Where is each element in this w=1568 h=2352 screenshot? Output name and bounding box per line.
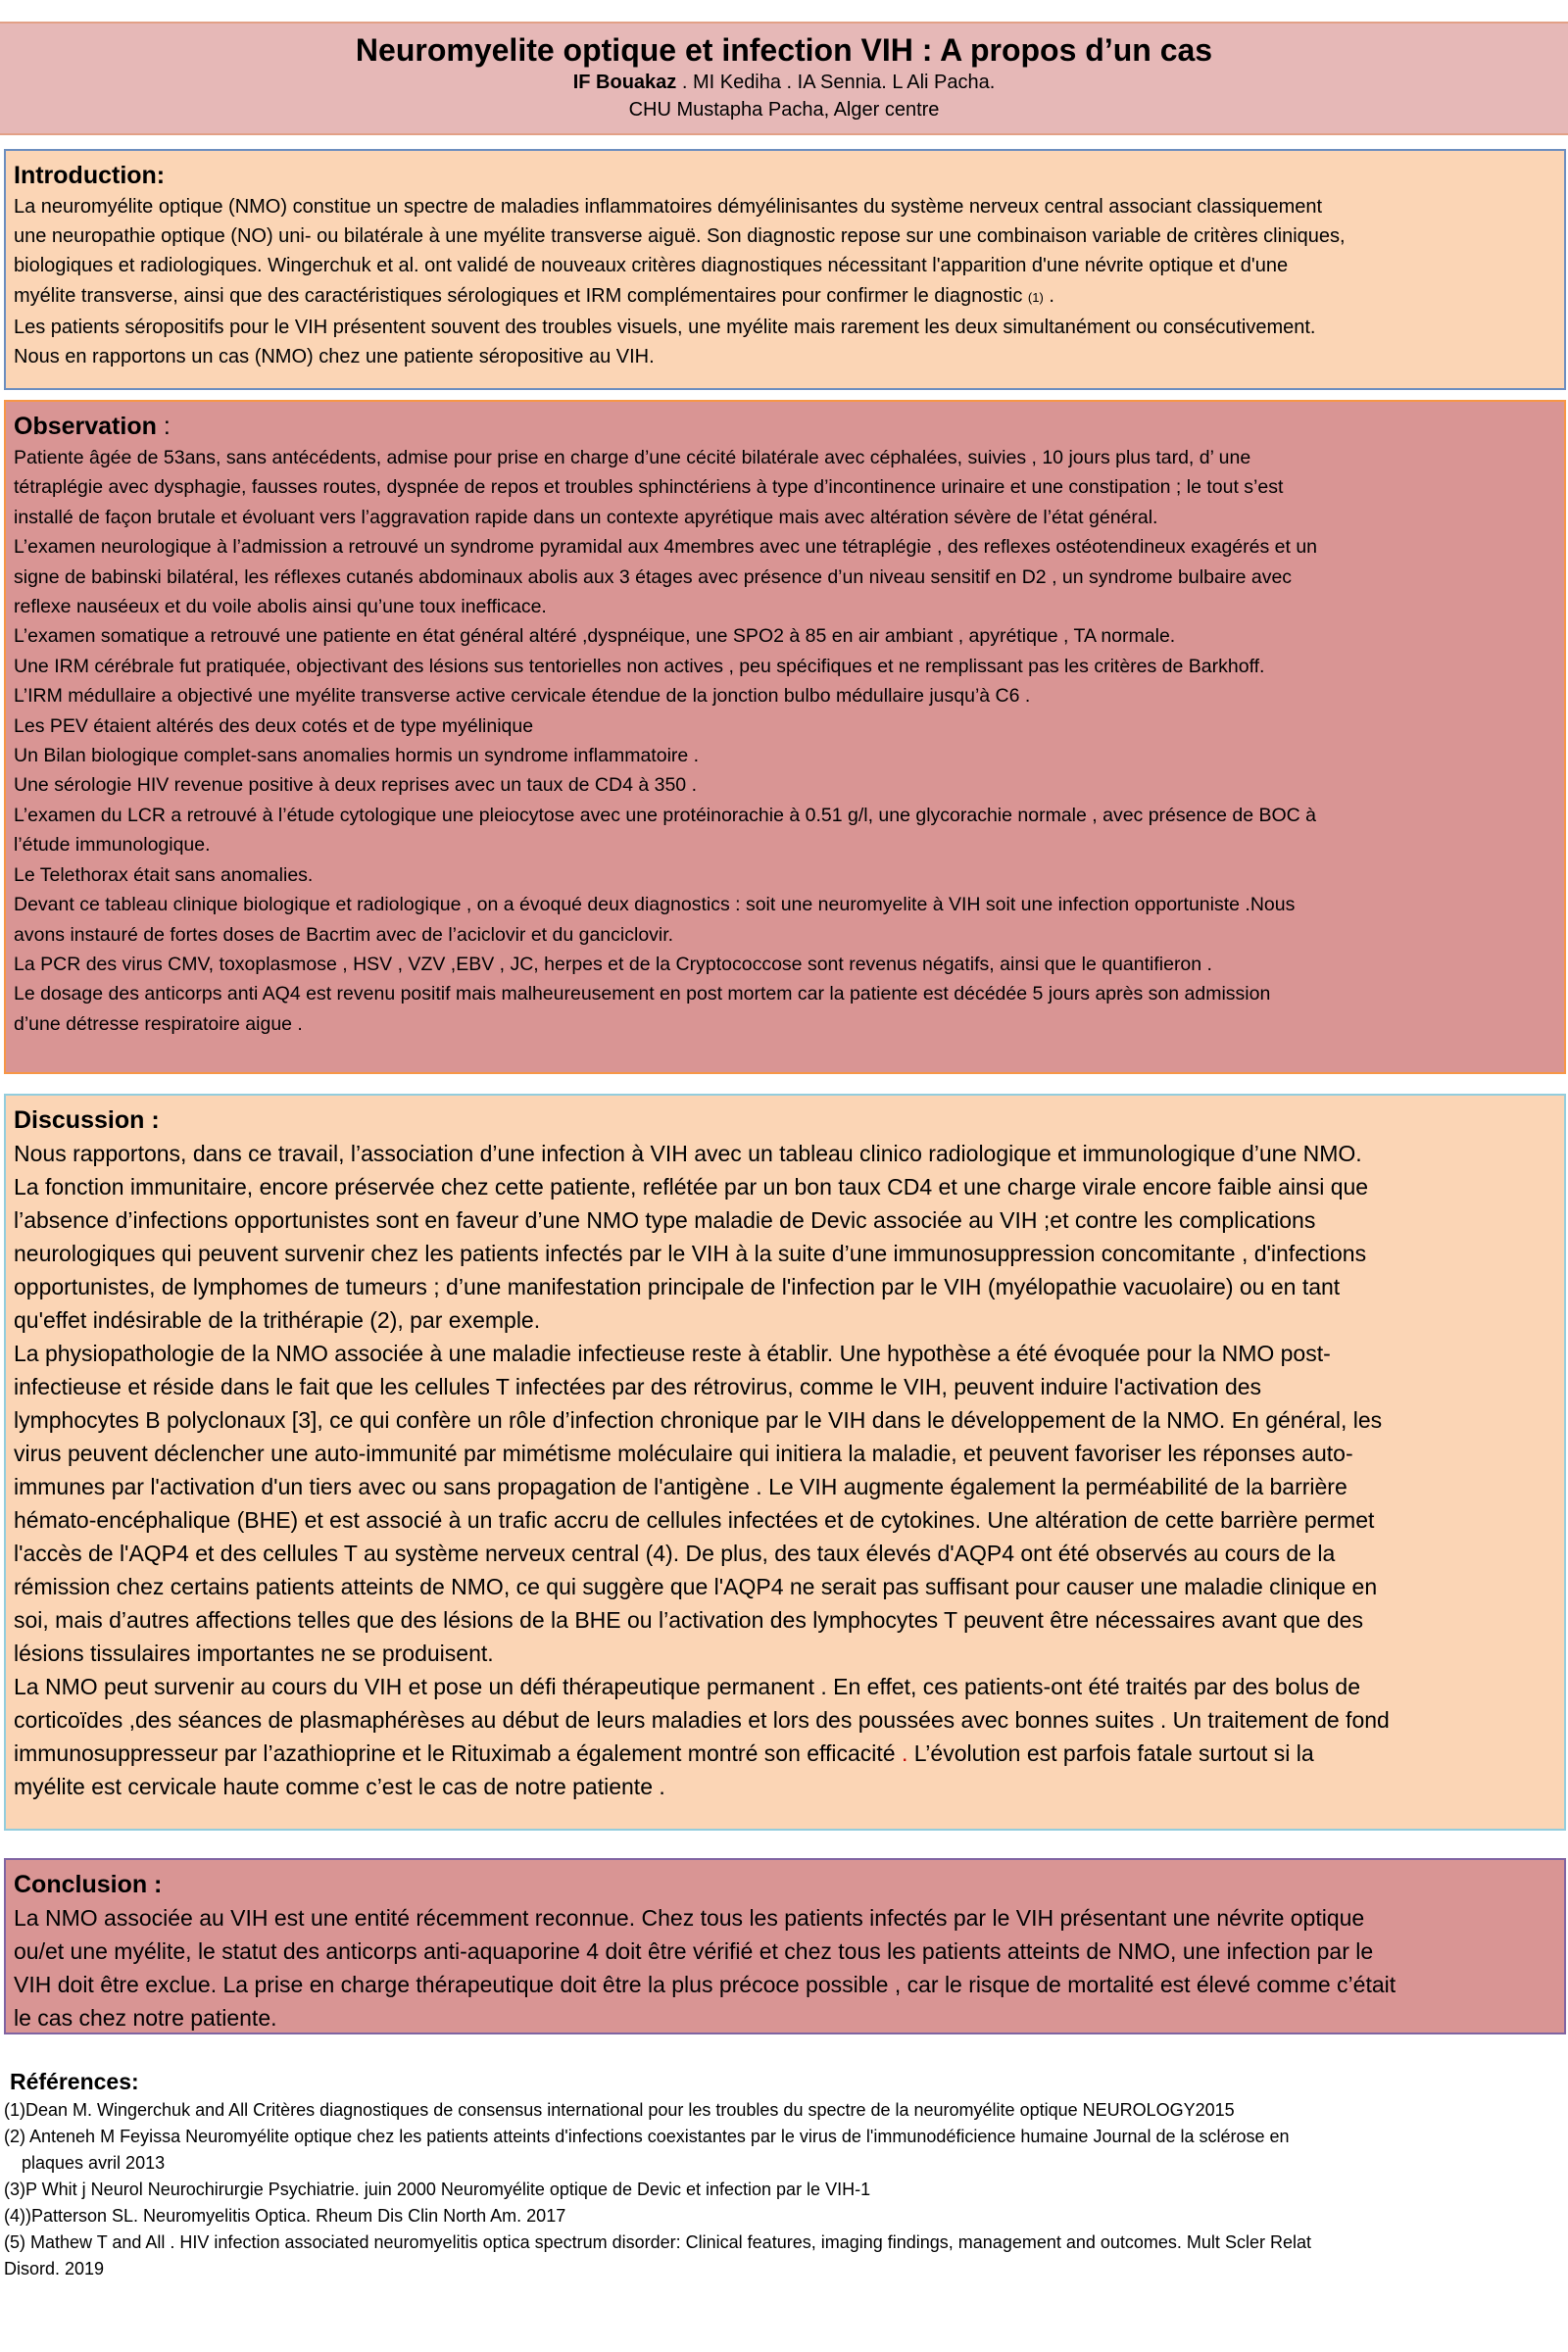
discussion-line: virus peuvent déclencher une auto-immunité par mimétisme moléculaire qui initiera la maladie, et peuvent favoriser les réponses auto- <box>14 1441 1353 1466</box>
observation-line: L’examen neurologique à l’admission a retrouvé un syndrome pyramidal aux 4membres avec une tétraplégie , des reflexes ostéotendineux exagérés et un <box>14 536 1318 559</box>
reference-item: (4))Patterson SL. Neuromyelitis Optica. Rheum Dis Clin North Am. 2017 <box>4 2206 566 2226</box>
discussion-line: l'accès de l'AQP4 et des cellules T au système nerveux central (4). De plus, des taux élevés d'AQP4 ont été observés au cours de la <box>14 1541 1336 1566</box>
discussion-line: infectieuse et réside dans le fait que les cellules T infectées par des rétrovirus, comme le VIH, peuvent induire l'activation des <box>14 1374 1262 1399</box>
observation-line: Le Telethorax était sans anomalies. <box>14 863 314 886</box>
observation-line: signe de babinski bilatéral, les réflexes cutanés abdominaux abolis aux 3 étages avec présence d’un niveau sensitif en D2 , un syndrome bulbaire avec <box>14 565 1293 588</box>
observation-line: avons instauré de fortes doses de Bacrtim avec de l’aciclovir et du ganciclovir. <box>14 923 674 946</box>
references-section <box>4 2066 1566 2282</box>
discussion-line-text: immunosuppresseur par l’azathioprine et le Rituximab a également montré son efficacité <box>14 1740 902 1766</box>
observation-line: Le dosage des anticorps anti AQ4 est revenu positif mais malheureusement en post mortem car la patiente est décédée 5 jours après son admission <box>14 983 1271 1005</box>
introduction-line: une neuropathie optique (NO) uni- ou bilatérale à une myélite transverse aiguë. Son diagnostic repose sur une combinaison variable de critères cliniques, <box>14 225 1346 248</box>
affiliation: CHU Mustapha Pacha, Alger centre <box>628 99 940 121</box>
red-period: . <box>901 1740 908 1766</box>
introduction-line-text: myélite transverse, ainsi que des caractéristiques sérologiques et IRM complémentaires pour confirmer le diagnostic <box>14 284 1028 307</box>
citation-marker: (1) <box>1027 289 1044 305</box>
discussion-line: neurologiques qui peuvent survenir chez les patients infectés par le VIH à la suite d’une immunosuppression concomitante , d'infections <box>14 1241 1367 1266</box>
discussion-line <box>14 1737 1556 1770</box>
discussion-line: l’absence d’infections opportunistes sont en faveur d’une NMO type maladie de Devic associée au VIH ;et contre les complications <box>14 1207 1316 1233</box>
introduction-line: biologiques et radiologiques. Wingerchuk et al. ont validé de nouveaux critères diagnostiques nécessitant l'apparition d'une névrite optique et d'une <box>14 255 1289 277</box>
observation-line: installé de façon brutale et évoluant vers l’aggravation rapide dans un contexte apyrétique mais avec altération sévère de l’état général. <box>14 506 1158 528</box>
observation-line: L’IRM médullaire a objectivé une myélite transverse active cervicale étendue de la jonction bulbo médullaire jusqu’à C6 . <box>14 685 1031 708</box>
observation-line: L’examen somatique a retrouvé une patiente en état général altéré ,dyspnéique, une SPO2 à 85 en air ambiant , apyrétique , TA normale. <box>14 625 1176 648</box>
conclusion-heading: Conclusion : <box>14 1871 163 1898</box>
discussion-line: corticoïdes ,des séances de plasmaphérèses au début de leurs maladies et lors des poussées avec bonnes suites . Un traitement de fond <box>14 1707 1390 1733</box>
reference-item: (1)Dean M. Wingerchuk and All Critères diagnostiques de consensus international pour les troubles du spectre de la neuromyélite optique NEUROLOGY2015 <box>4 2100 1235 2120</box>
observation-line: d’une détresse respiratoire aigue . <box>14 1012 303 1035</box>
observation-line: Patiente âgée de 53ans, sans antécédents, admise pour prise en charge d’une cécité bilatérale avec céphalées, suivies , 10 jours plus tard, d’ une <box>14 447 1251 468</box>
observation-heading-text: Observation <box>14 413 157 440</box>
co-authors: . MI Kediha . IA Sennia. L Ali Pacha. <box>676 72 996 93</box>
poster-title: Neuromyelite optique et infection VIH : A propos d’un cas <box>355 32 1213 68</box>
conclusion-line: La NMO associée au VIH est une entité récemment reconnue. Chez tous les patients infectés par le VIH présentant une névrite optique <box>14 1905 1365 1931</box>
conclusion-line: ou/et une myélite, le statut des anticorps anti-aquaporine 4 doit être vérifié et chez tous les patients atteints de NMO, une infection par le <box>14 1938 1374 1964</box>
discussion-line: lymphocytes B polyclonaux [3], ce qui confère un rôle d’infection chronique par le VIH dans le développement de la NMO. En général, les <box>14 1407 1383 1433</box>
discussion-line: myélite est cervicale haute comme c’est le cas de notre patiente . <box>14 1774 665 1799</box>
discussion-line: La NMO peut survenir au cours du VIH et pose un défi thérapeutique permanent . En effet, ces patients-ont été traités par des bolus de <box>14 1674 1361 1699</box>
observation-line: Un Bilan biologique complet-sans anomalies hormis un syndrome inflammatoire . <box>14 745 700 767</box>
introduction-line: Les patients séropositifs pour le VIH présentent souvent des troubles visuels, une myélite mais rarement les deux simultanément ou consécutivement. <box>14 316 1316 338</box>
observation-line: Une IRM cérébrale fut pratiquée, objectivant des lésions sus tentorielles non actives , peu spécifiques et ne remplissant pas les critères de Barkhoff. <box>14 655 1265 677</box>
reference-item-continuation: plaques avril 2013 <box>22 2153 166 2173</box>
observation-line: l’étude immunologique. <box>14 834 211 857</box>
introduction-section <box>4 149 1566 390</box>
introduction-line <box>14 281 1556 313</box>
observation-line: tétraplégie avec dysphagie, fausses routes, dyspnée de repos et troubles sphinctériens à type d’incontinence urinaire et une constipation ; le tout s’est <box>14 476 1284 499</box>
title-banner <box>0 22 1568 135</box>
introduction-line: La neuromyélite optique (NMO) constitue un spectre de maladies inflammatoires démyélinisantes du système nerveux central associant classiquement <box>14 196 1323 218</box>
observation-line: L’examen du LCR a retrouvé à l’étude cytologique une pleiocytose avec une protéinorachie à 0.51 g/l, une glycorachie normale , avec présence de BOC à <box>14 804 1316 826</box>
conclusion-line: le cas chez notre patiente. <box>14 2005 277 2031</box>
reference-item: (3)P Whit j Neurol Neurochirurgie Psychiatrie. juin 2000 Neuromyélite optique de Devic et infection par le VIH-1 <box>4 2180 871 2199</box>
lead-author: IF Bouakaz <box>572 72 677 93</box>
discussion-line: lésions tissulaires importantes ne se produisent. <box>14 1641 494 1666</box>
conclusion-section <box>4 1858 1566 2034</box>
observation-line: Devant ce tableau clinique biologique et radiologique , on a évoqué deux diagnostics : soit une neuromyelite à VIH soit une infection opportuniste .Nous <box>14 894 1296 916</box>
introduction-line: Nous en rapportons un cas (NMO) chez une patiente séropositive au VIH. <box>14 346 655 368</box>
observation-section <box>4 400 1566 1074</box>
observation-line: La PCR des virus CMV, toxoplasmose , HSV , VZV ,EBV , JC, herpes et de la Cryptococcose sont revenus négatifs, ainsi que le quantifieron . <box>14 953 1212 975</box>
observation-line: reflexe nauséeux et du voile abolis ainsi qu’une toux inefficace. <box>14 596 547 618</box>
discussion-heading: Discussion : <box>14 1106 160 1134</box>
introduction-heading: Introduction: <box>14 162 166 189</box>
authors <box>0 69 1568 96</box>
observation-heading <box>14 410 1556 443</box>
discussion-section <box>4 1094 1566 1831</box>
observation-line: Les PEV étaient altérés des deux cotés et de type myélinique <box>14 714 534 737</box>
discussion-line: opportunistes, de lymphomes de tumeurs ; d’une manifestation principale de l'infection par le VIH (myélopathie vacuolaire) ou en tant <box>14 1274 1341 1299</box>
observation-line: Une sérologie HIV revenue positive à deux reprises avec un taux de CD4 à 350 . <box>14 774 697 797</box>
reference-item: (2) Anteneh M Feyissa Neuromyélite optique chez les patients atteints d'infections coexistantes par le virus de l'immunodéficience humaine Journal de la sclérose en <box>4 2127 1290 2146</box>
discussion-line: soi, mais d’autres affections telles que des lésions de la BHE ou l’activation des lymphocytes T peuvent être nécessaires avant que des <box>14 1607 1363 1633</box>
reference-item: (5) Mathew T and All . HIV infection associated neuromyelitis optica spectrum disorder: Clinical features, imaging findings, management and outcomes. Mult Scler Relat <box>4 2232 1311 2252</box>
discussion-line: rémission chez certains patients atteints de NMO, ce qui suggère que l'AQP4 ne serait pas suffisant pour causer une maladie clinique en <box>14 1574 1378 1599</box>
discussion-line: La fonction immunitaire, encore préservée chez cette patiente, reflétée par un bon taux CD4 et une charge virale encore faible ainsi que <box>14 1174 1369 1200</box>
discussion-line: qu'effet indésirable de la trithérapie (2), par exemple. <box>14 1307 541 1333</box>
discussion-line: La physiopathologie de la NMO associée à une maladie infectieuse reste à établir. Une hypothèse a été évoquée pour la NMO post- <box>14 1341 1331 1366</box>
introduction-line-end: . <box>1043 284 1054 307</box>
discussion-line: immunes par l'activation d'un tiers avec ou sans propagation de l'antigène . Le VIH augmente également la perméabilité de la barrière <box>14 1474 1348 1499</box>
discussion-line: Nous rapportons, dans ce travail, l’association d’une infection à VIH avec un tableau clinico radiologique et immunologique d’une NMO. <box>14 1141 1362 1166</box>
discussion-line-tail: L’évolution est parfois fatale surtout si la <box>907 1740 1314 1766</box>
discussion-line: hémato-encéphalique (BHE) et est associé à un trafic accru de cellules infectées et de cytokines. Une altération de cette barrière permet <box>14 1507 1375 1533</box>
references-heading: Références: <box>10 2069 139 2094</box>
observation-heading-suffix: : <box>156 413 171 440</box>
reference-item-continuation: Disord. 2019 <box>4 2259 105 2278</box>
conclusion-line: VIH doit être exclue. La prise en charge thérapeutique doit être la plus précoce possible , car le risque de mortalité est élevé comme c’était <box>14 1972 1396 1997</box>
